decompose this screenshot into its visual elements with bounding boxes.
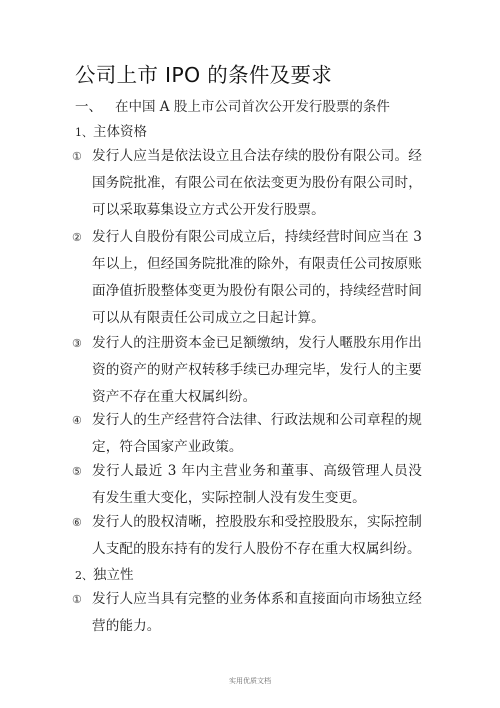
item-marker: ⑤: [72, 465, 82, 478]
list-item: [72, 330, 422, 411]
list-item: [72, 458, 422, 512]
item-marker: ②: [72, 231, 82, 244]
item-text: 发行人最近 3 年内主营业务和董事、高级管理人员没有发生重大变化，实际控制人没有发生变更。: [92, 463, 422, 506]
item-text: 发行人的股权清晰，控股股东和受控股股东，实际控制人支配的股东持有的发行人股份不存在重大权属纠纷。: [92, 514, 422, 557]
list-item: [72, 586, 422, 640]
subsection-title: 独立性: [93, 567, 134, 583]
subsection-number: 2、: [75, 569, 93, 582]
item-marker: ③: [72, 337, 82, 350]
subsection-title: 主体资格: [93, 124, 147, 140]
section-title: 在中国 A 股上市公司首次公开发行股票的条件: [115, 99, 390, 115]
subsection-heading-subject-qualification: [75, 120, 147, 140]
item-marker: ①: [72, 593, 82, 606]
item-text: 发行人应当是依法设立且合法存续的股份有限公司。经国务院批准，有限公司在依法变更为股份有限公司时，可以采取募集设立方式公开发行股票。: [92, 148, 422, 218]
item-marker: ④: [72, 414, 82, 427]
page-footer: 实用优质文档: [229, 677, 271, 685]
item-text: 发行人的生产经营符合法律、行政法规和公司章程的规定，符合国家产业政策。: [92, 412, 422, 455]
item-text: 发行人的注册资本金已足额缴纳，发行人暱股东用作出资的资产的财产权转移手续已办理完毕，发行人的主要资产不存在重大权属纠纷。: [92, 335, 422, 405]
item-text: 发行人应当具有完整的业务体系和直接面向市场独立经营的能力。: [92, 591, 422, 634]
list-item: [72, 143, 422, 224]
item-marker: ①: [72, 150, 82, 163]
item-marker: ⑥: [72, 516, 82, 529]
document-title: 公司上市 IPO 的条件及要求: [75, 63, 333, 87]
list-item: [72, 509, 422, 563]
list-item: [72, 224, 422, 332]
list-item: [72, 407, 422, 461]
subsection-number: 1、: [75, 126, 93, 139]
section-heading: [75, 95, 390, 115]
subsection-heading-independence: [75, 563, 134, 583]
section-number: 一、: [75, 99, 102, 115]
item-text: 发行人自股份有限公司成立后，持续经营时间应当在 3 年以上，但经国务院批准的除外，有限责任公司按原账面净值折股整体变更为股份有限公司的，持续经营时间可以从有限责任公司成立之日起计算。: [92, 229, 422, 326]
